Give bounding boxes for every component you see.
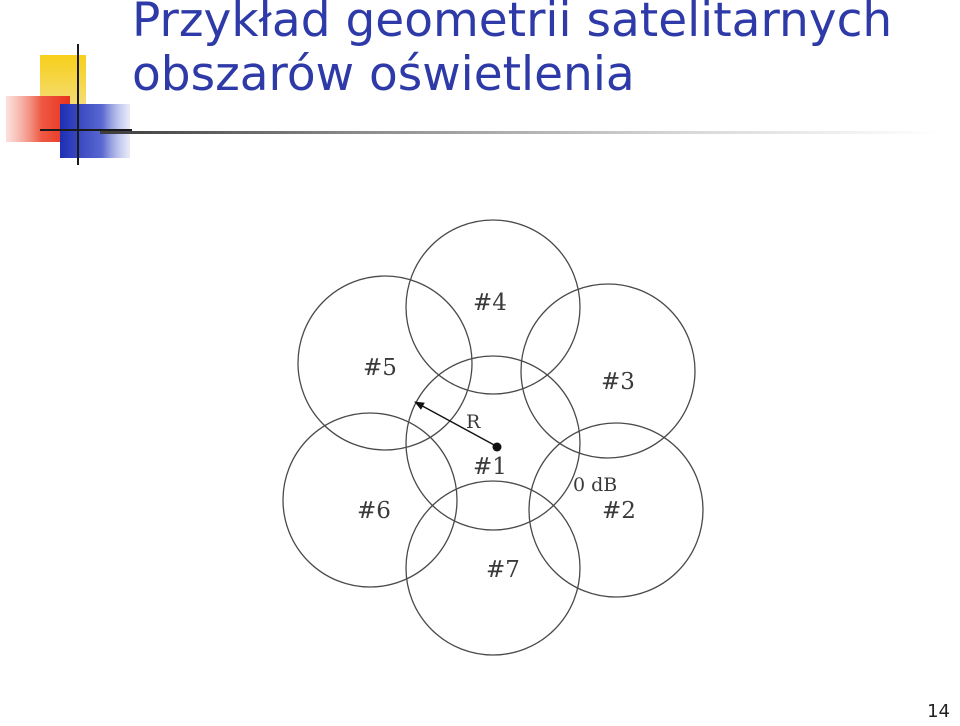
beam-center-dot bbox=[493, 443, 502, 452]
beam-circle-1 bbox=[406, 356, 580, 530]
title-divider bbox=[100, 131, 940, 134]
beam-label-5: #5 bbox=[363, 355, 397, 381]
beam-label-7: #7 bbox=[486, 557, 520, 583]
beam-label-6: #6 bbox=[357, 498, 391, 524]
title-line-1: Przykład geometrii satelitarnych bbox=[132, 0, 893, 48]
presentation-logo-icon bbox=[0, 0, 140, 170]
page-number: 14 bbox=[927, 701, 950, 722]
contour-label: 0 dB bbox=[573, 474, 618, 496]
title-line-2: obszarów oświetlenia bbox=[132, 47, 635, 102]
beam-label-3: #3 bbox=[601, 369, 635, 395]
beam-label-1: #1 bbox=[473, 454, 507, 480]
beam-coverage-diagram bbox=[230, 200, 730, 670]
page-title bbox=[132, 0, 892, 102]
beam-label-2: #2 bbox=[602, 498, 636, 524]
radius-label: R bbox=[466, 411, 481, 433]
beam-label-4: #4 bbox=[473, 290, 507, 316]
